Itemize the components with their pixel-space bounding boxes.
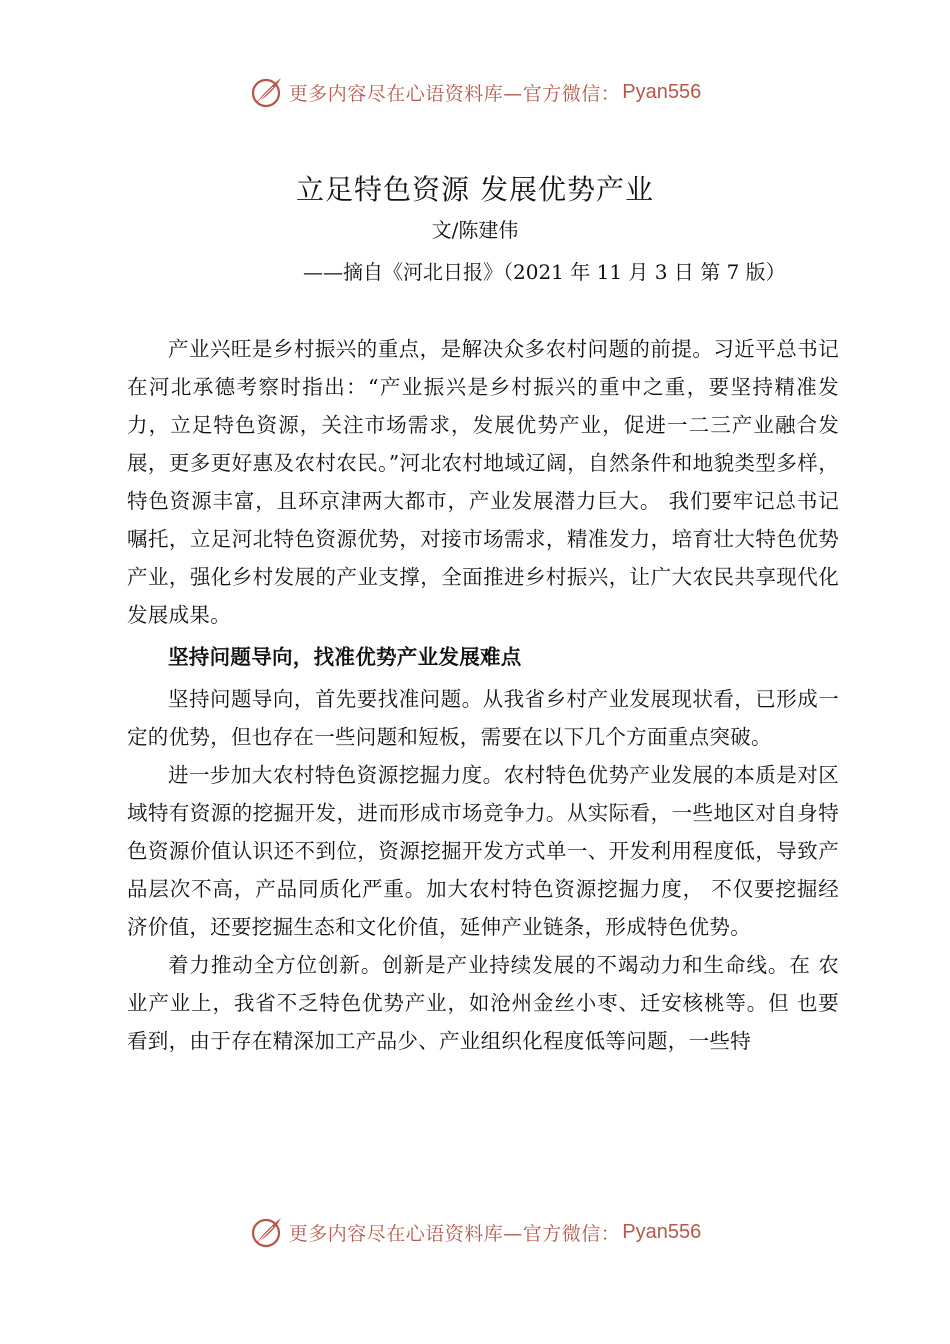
section-heading: 坚持问题导向，找准优势产业发展难点 — [168, 645, 522, 669]
banner-brand-text: 更多内容尽在心语资料库—官方微信： — [288, 82, 621, 105]
banner-brand-text: 更多内容尽在心语资料库—官方微信： — [288, 1222, 621, 1245]
article-title: 立足特色资源 发展优势产业 — [296, 173, 654, 206]
banner-wechat-id: Pyan556 — [622, 1220, 702, 1243]
article-author: 文/陈建伟 — [431, 218, 519, 242]
article-body — [127, 330, 839, 1060]
feather-logo-icon — [249, 1214, 285, 1250]
feather-logo-icon — [249, 74, 285, 110]
watermark-banner-bottom — [0, 1212, 950, 1252]
section-paragraph-1: 坚持问题导向，首先要找准问题。从我省乡村产业发展现状看，已形成一定的优势，但也存在一些问题和短板，需要在以下几个方面重点突破。 — [127, 687, 839, 749]
section-paragraph-3: 着力推动全方位创新。创新是产业持续发展的不竭动力和生命线。在 农业产业上，我省不乏特色优势产业，如沧州金丝小枣、迁安核桃等。但 也要看到，由于存在精深加工产品少、产业组织化程度低等问题，一些特 — [127, 953, 839, 1053]
article-source: ——摘自《河北日报》（2021 年 11 月 3 日 第 7 版） — [303, 260, 786, 284]
intro-paragraph: 产业兴旺是乡村振兴的重点，是解决众多农村问题的前提。习近平总书记在河北承德考察时指出：“产业振兴是乡村振兴的重中之重，要坚持精准发力，立足特色资源，关注市场需求，发展优势产业，促进一二三产业融合发展，更多更好惠及农村农民。”河北农村地域辽阔，自然条件和地貌类型多样，特色资源丰富，且环京津两大都市，产业发展潜力巨大。 我们要牢记总书记嘱托，立足河北特色资源优势，对接市场需求，精准发力，培育壮大特色优势产业，强化乡村发展的产业支撑，全面推进乡村振兴，让广大农民共享现代化发展成果。 — [127, 337, 839, 627]
watermark-banner-top — [0, 72, 950, 112]
section-paragraph-2: 进一步加大农村特色资源挖掘力度。农村特色优势产业发展的本质是对区域特有资源的挖掘开发，进而形成市场竞争力。从实际看，一些地区对自身特色资源价值认识还不到位，资源挖掘开发方式单一、开发利用程度低，导致产品层次不高，产品同质化严重。加大农村特色资源挖掘力度， 不仅要挖掘经济价值，还要挖掘生态和文化价值，延伸产业链条，形成特色优势。 — [127, 763, 839, 939]
banner-wechat-id: Pyan556 — [622, 80, 702, 103]
